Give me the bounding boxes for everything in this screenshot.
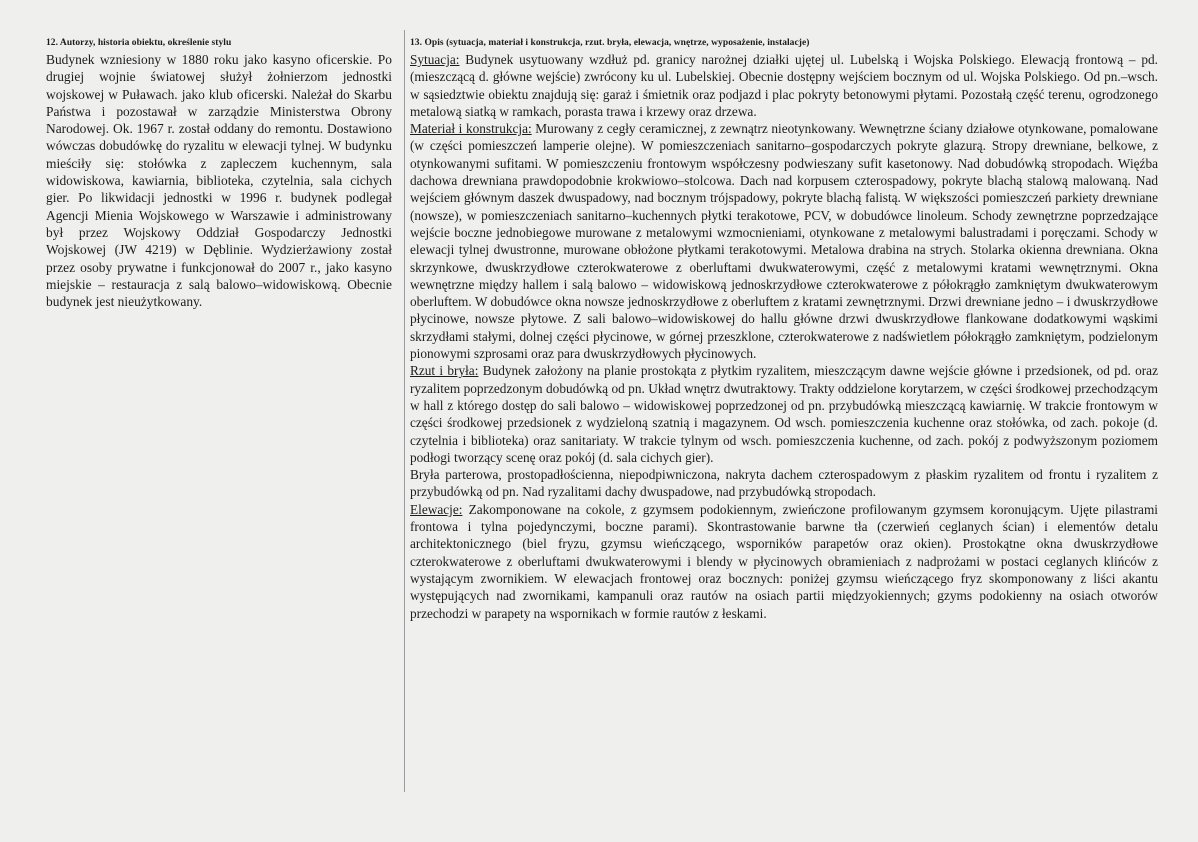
description-heading: 13. Opis (sytuacja, materiał i konstrukcja, rzut. bryła, elewacja, wnętrze, wyposażenie, instalacje)	[410, 38, 810, 48]
history-heading: 12. Autorzy, historia obiektu, określenie stylu	[46, 38, 232, 48]
material-label: Materiał i konstrukcja:	[410, 121, 532, 137]
elevations-paragraph	[410, 501, 1158, 622]
elevations-label: Elewacje:	[410, 501, 463, 517]
elevations-text: Zakomponowane na cokole, z gzymsem podokiennym, zwieńczone profilowanym gzymsem koronującym. Ujęte pilastrami frontowa i tylna pojedynczymi, boczne parami). Skontrastowanie barwne tła (czerwień ceglanych ścian) i elementów detalu architektonicznego (biel fryzu, gzymsu wieńczącego, wsporników parapetów oraz okien). Prostokątne okna dwuskrzydłowe czterokwaterowe z oberluftami dwukwaterowymi i blendy w płycinowych obramieniach z nadprożami w postaci ceglanych klińców z wystającym zwornikiem. W elewacjach frontowej oraz bocznych: poniżej gzymsu wieńczącego fryz skomponowany z liści akantu występujących nad zwornikami, kampanuli oraz rautów na osiach partii międzyokiennych; gzyms podokienny na osiach otworów przechodzi w parapety na wspornikach w formie rautów z łeskami.	[410, 501, 1158, 621]
description-section	[410, 38, 1158, 622]
plan-paragraph	[410, 362, 1158, 466]
massing-paragraph: Bryła parterowa, prostopadłościenna, niepodpiwniczona, nakryta dachem czterospadowym z płaskim ryzalitem od frontu i ryzalitem z przybudówką od pn. Nad ryzalitami dachy dwuspadowe, nad przybudówką stropodach.	[410, 467, 1158, 500]
situation-paragraph	[410, 51, 1158, 120]
situation-label: Sytuacja:	[410, 52, 460, 67]
material-paragraph	[410, 120, 1158, 362]
description-body	[410, 51, 1158, 622]
plan-text: Budynek założony na planie prostokąta z płytkim ryzalitem, mieszczącym dawne wejście główne i przedsionek, od pd. oraz ryzalitem poprzedzonym dobudówką od pn. Układ wnętrz dwutraktowy. Trakty oddzielone korytarzem, w części środkowej przechodzącym w hall z którego dostęp do sali balowo – widowiskowej poprzedzonej od pn. przybudówką mieszczącą kawiarnię. W trakcie frontowym w części środkowej przedsionek z wydzieloną szatnią i magazynem. Od wsch. pomieszczenia kuchenne oraz stołówka, od zach. pokoje (d. czytelnia i biblioteka) oraz sanitariaty. W trakcie tylnym od wsch. pomieszczenia kuchenne, od zach. pokój z podwyższonym poziomem podłogi tworzący scenę oraz pokój (d. sala cichych gier).	[410, 363, 1158, 465]
plan-label: Rzut i bryła:	[410, 363, 479, 379]
history-section	[46, 38, 392, 310]
history-text: Budynek wzniesiony w 1880 roku jako kasyno oficerskie. Po drugiej wojnie światowej służył żołnierzom jednostki wojskowej w Puławach. jako klub oficerski. Należał do Skarbu Państwa i pozostawał w zarządzie Ministerstwa Obrony Narodowej. Ok. 1967 r. został oddany do remontu. Dostawiono wówczas dobudówkę do ryzalitu w elewacji tylnej. W budynku mieściły się: stołówka z zapleczem kuchennym, sala widowiskowa, kawiarnia, biblioteka, czytelnia, sala cichych gier. Po likwidacji jednostki w 1996 r. budynek podlegał Agencji Mienia Wojskowego w Warszawie i administrowany był przez Wojskowy Oddział Gospodarczy Jednostki Wojskowej (JW 4219) w Dęblinie. Wydzierżawiony został przez osoby prywatne i funkcjonował do 2007 r., jako kasyno miejskie – restauracja z salą balowo–widowiskową. Obecnie budynek jest nieużytkowany.	[46, 52, 392, 310]
column-divider	[404, 30, 405, 792]
situation-text: Budynek usytuowany wzdłuż pd. granicy narożnej działki ujętej ul. Lubelską i Wojska Polskiego. Elewacją frontową – pd. (mieszczącą d. główne wejście) zwrócony ku ul. Lubelskiej. Obecnie dostępny wejściem bocznym od ul. Wojska Polskiego. Od pn.–wsch. w sąsiedztwie obiektu znajdują się: garaż i śmietnik oraz podjazd i plac pokryty betonowymi płytami. Pozostałą część terenu, ogrodzonego metalową siatką w ramkach, porasta trawa i krzewy oraz drzewa.	[410, 52, 1158, 119]
material-text: Murowany z cegły ceramicznej, z zewnątrz nieotynkowany. Wewnętrzne ściany działowe otynkowane, pomalowane (w części pomieszczeń lamperie olejne). W pomieszczeniach sanitarno–gospodarczych pokryte glazurą. Stropy drewniane, belkowe, z otynkowanymi sufitami. W pomieszczeniu frontowym współczesny podwieszany sufit kasetonowy. Nad dobudówką stropodach. Więźba dachowa drewniana prawdopodobnie krokwiowo–stolcowa. Dach nad korpusem czterospadowy, pokryte blachą stalową malowaną. Nad wejściem głównym daszek dwuspadowy, nad bocznym trójspadowy, pokryte blachą falistą. W większości pomieszczeń parkiety drewniane (nowsze), w pomieszczeniach sanitarno–kuchennych płytki terakotowe, PCV, w dobudówce linoleum. Schody zewnętrzne poprzedzające wejście boczne jednobiegowe murowane z metalowymi wzmocnieniami, otynkowane z metalowymi balustradami i poręczami. Schody w elewacji tylnej dwustronne, murowane obłożone płytkami terakotowymi. Metalowa drabina na strych. Stolarka okienna drewniana. Okna skrzynkowe, dwuskrzydłowe czterokwaterowe z oberluftami dwukwaterowymi, część z metalowymi kratami wewnętrznymi. Okna wewnętrzne między hallem i salą balowo – widowiskową jednoskrzydłowe czterokwaterowe z półokrągło zamkniętym dwukwaterowym oberluftem. W dobudówce okna nowsze jednoskrzydłowe z oberluftem z kratami zewnętrznymi. Drzwi drewniane jedno – i dwuskrzydłowe płycinowe, nowsze płytowe. Z sali balowo–widowiskowej do hallu główne drzwi dwuskrzydłowe flankowane dodatkowymi wąskimi skrzydłami stałymi, dolnej części płycinowe, w górnej przeszklone, czterokwaterowe z nadświetlem półokrągło zamkniętym, podzielonym pionowymi szprosami oraz para dwuskrzydłowych płycinowych.	[410, 121, 1158, 362]
